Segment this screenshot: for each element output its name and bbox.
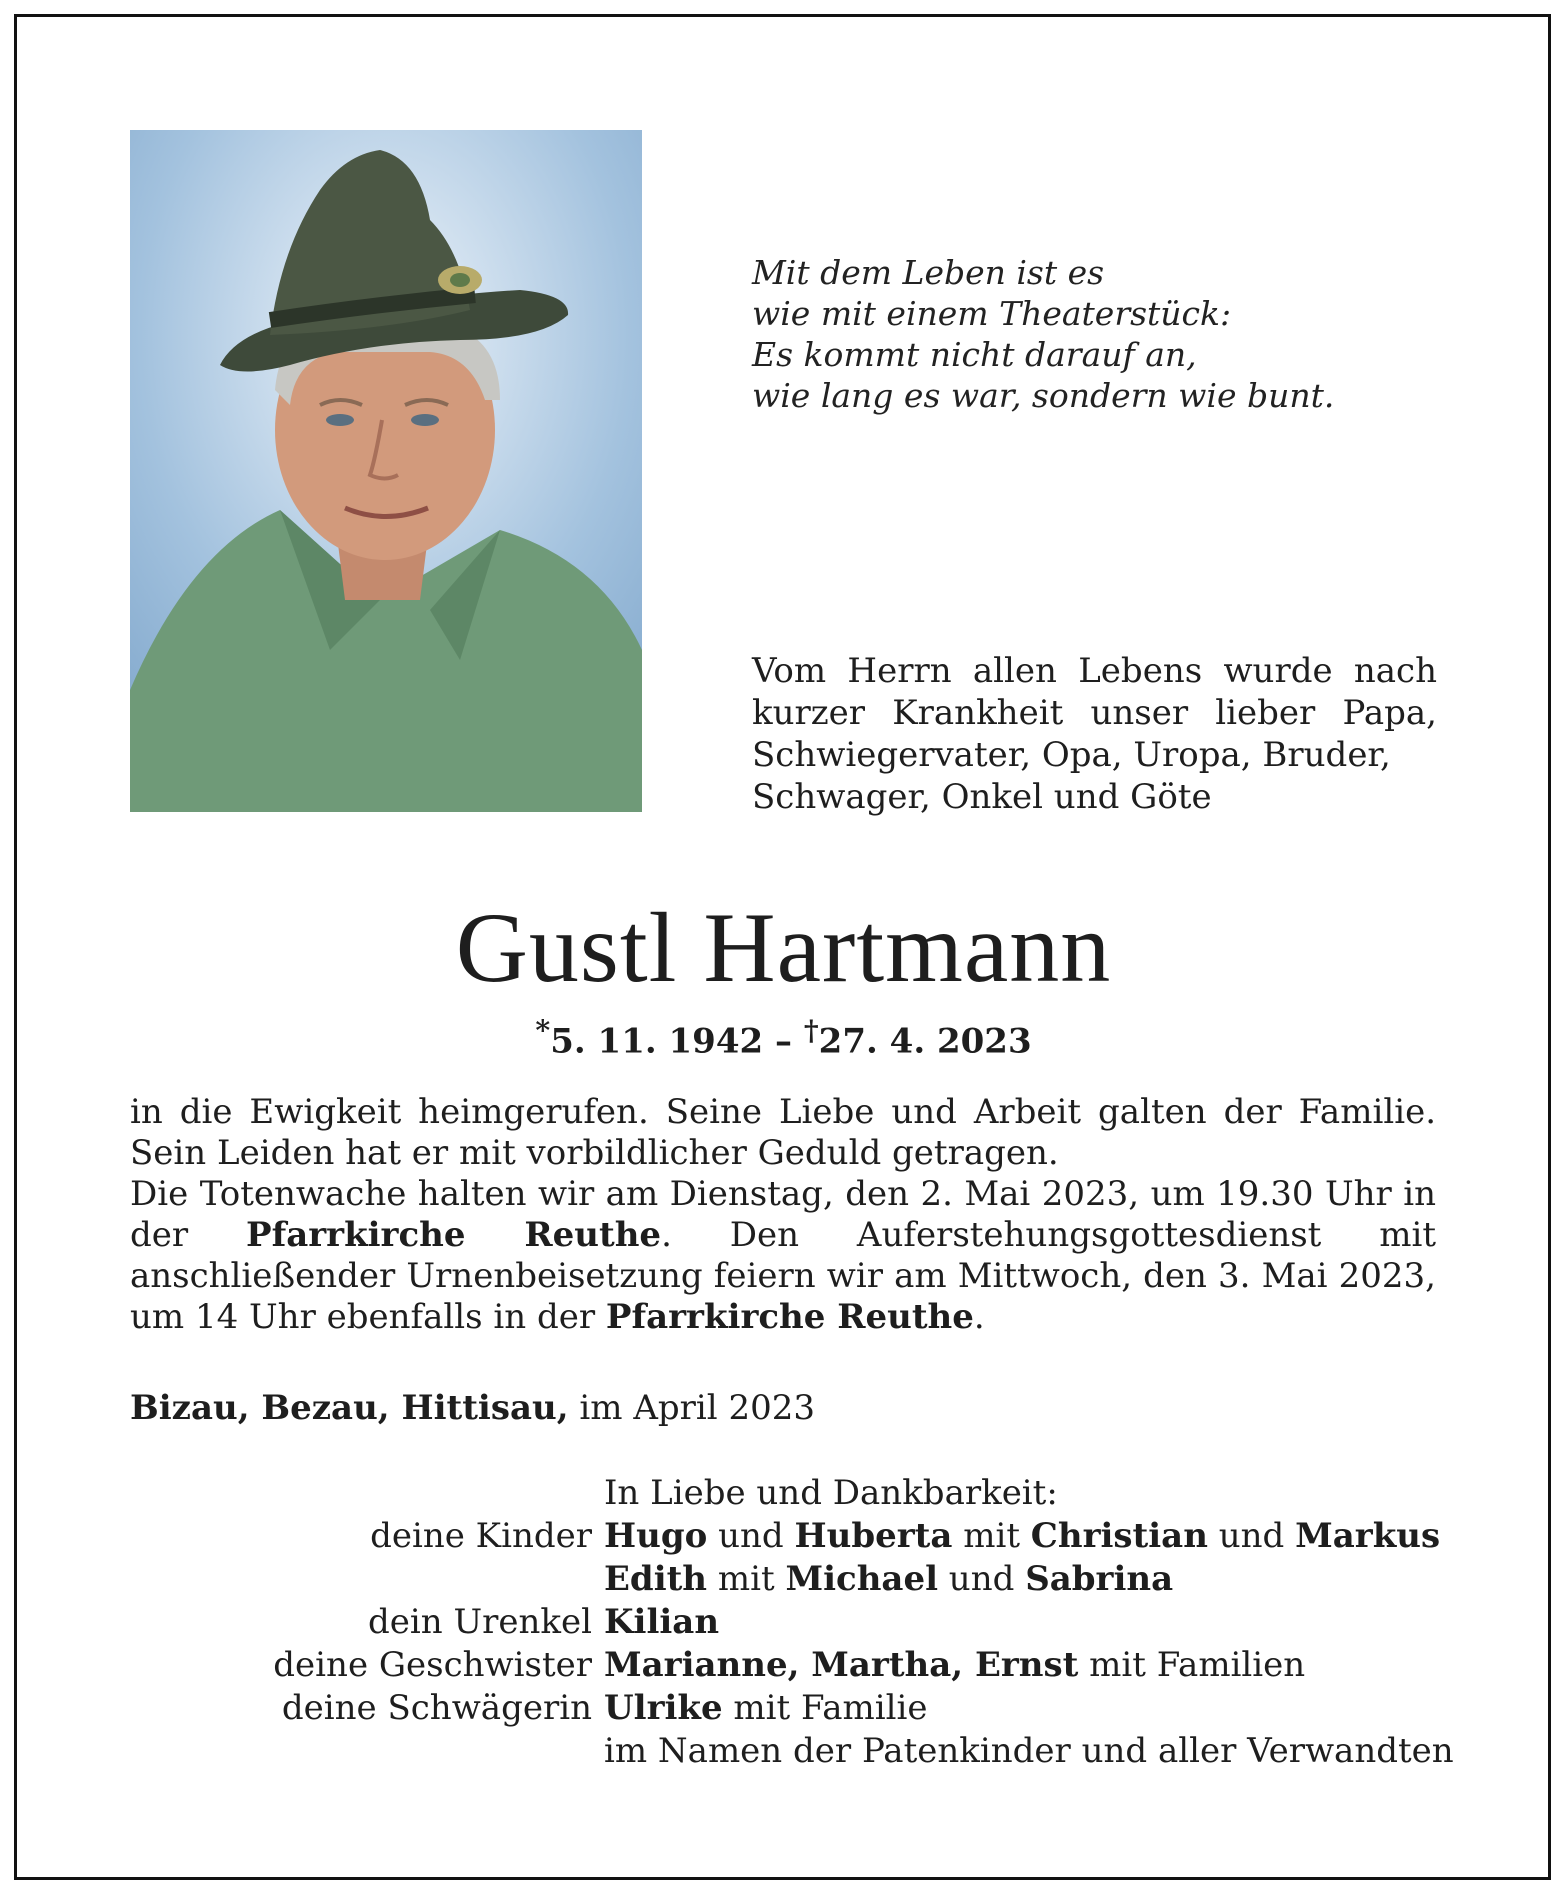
relation-label: deine Kinder: [370, 1516, 592, 1556]
announcement-intro: [752, 650, 1437, 818]
list-item: [130, 1558, 1436, 1601]
closing-line: im Namen der Patenkinder und aller Verwandten: [604, 1731, 1454, 1771]
birth-date: 5. 11. 1942: [550, 1021, 764, 1062]
mourner-name: Marianne, Martha, Ernst: [604, 1645, 1079, 1685]
church-name: Pfarrkirche Reuthe: [246, 1215, 662, 1255]
quote-line: Es kommt nicht darauf an,: [752, 335, 1197, 374]
quote-line: wie lang es war, sondern wie bunt.: [752, 376, 1335, 415]
body-text-segment: .: [973, 1297, 985, 1337]
mourner-name: Sabrina: [1025, 1559, 1174, 1599]
list-item: [130, 1644, 1436, 1687]
relation-label: deine Geschwister: [273, 1645, 592, 1685]
mourners-list: [130, 1472, 1454, 1773]
list-item: [130, 1472, 1436, 1515]
life-dates: [0, 1008, 1567, 1063]
church-name: Pfarrkirche Reuthe: [605, 1297, 974, 1337]
mourner-name: Huberta: [794, 1516, 953, 1556]
intro-text: Vom Herrn allen Lebens wurde nach kurzer Krankheit unser lieber Papa, Schwiegervater, Opa, Uropa, Bruder,: [752, 651, 1437, 775]
mourner-name: Michael: [785, 1559, 938, 1599]
body-text-segment: . Den Auferstehungsgottesdienst mit anschließender Urnenbeisetzung feiern wir am Mittwoch, den 3. Mai 2023, um 14 Uhr ebenfalls in der: [130, 1215, 1436, 1337]
memorial-quote: [752, 252, 1472, 416]
mourner-name: Christian: [1030, 1516, 1208, 1556]
connector-text: und: [707, 1516, 795, 1556]
quote-line: Mit dem Leben ist es: [752, 253, 1105, 292]
towns: Bizau, Bezau, Hittisau,: [130, 1388, 569, 1428]
death-date: 27. 4. 2023: [818, 1021, 1032, 1062]
connector-text: mit Familien: [1078, 1645, 1306, 1685]
list-item: [130, 1687, 1436, 1730]
place-and-date: [130, 1388, 815, 1429]
relation-label: dein Urenkel: [368, 1602, 592, 1642]
body-paragraph: in die Ewigkeit heimgerufen. Seine Liebe und Arbeit galten der Familie. Sein Leiden hat er mit vorbildlicher Geduld getragen.: [130, 1092, 1436, 1173]
mourner-name: Kilian: [604, 1602, 720, 1642]
list-item: [130, 1515, 1441, 1558]
body-paragraph: [130, 1174, 1436, 1338]
deceased-name: Gustl Hartmann: [455, 892, 1112, 1003]
date-separator: –: [763, 1021, 804, 1062]
body-text-segment: Die Totenwache halten wir am Dienstag, den 2. Mai 2023, um 19.30 Uhr in der: [130, 1174, 1436, 1255]
connector-text: und: [1207, 1516, 1296, 1556]
mourner-name: Edith: [604, 1559, 708, 1599]
connector-text: mit: [952, 1516, 1031, 1556]
mourner-name: Markus: [1295, 1516, 1441, 1556]
portrait-photo: [130, 130, 642, 812]
list-item: [130, 1601, 1436, 1644]
relation-label: deine Schwägerin: [281, 1688, 592, 1728]
death-symbol: †: [803, 1013, 819, 1047]
connector-text: mit: [707, 1559, 786, 1599]
connector-text: und: [938, 1559, 1026, 1599]
quote-line: wie mit einem Theaterstück:: [752, 294, 1232, 333]
announcement-body: [130, 1092, 1436, 1338]
list-item: [130, 1730, 1454, 1773]
intro-last-line: Schwager, Onkel und Göte: [752, 777, 1212, 817]
date-text: im April 2023: [568, 1388, 815, 1428]
mourners-heading: In Liebe und Dankbarkeit:: [604, 1473, 1058, 1513]
connector-text: mit Familie: [722, 1688, 928, 1728]
mourner-name: Ulrike: [604, 1688, 723, 1728]
birth-symbol: *: [535, 1013, 551, 1047]
mourner-name: Hugo: [604, 1516, 708, 1556]
